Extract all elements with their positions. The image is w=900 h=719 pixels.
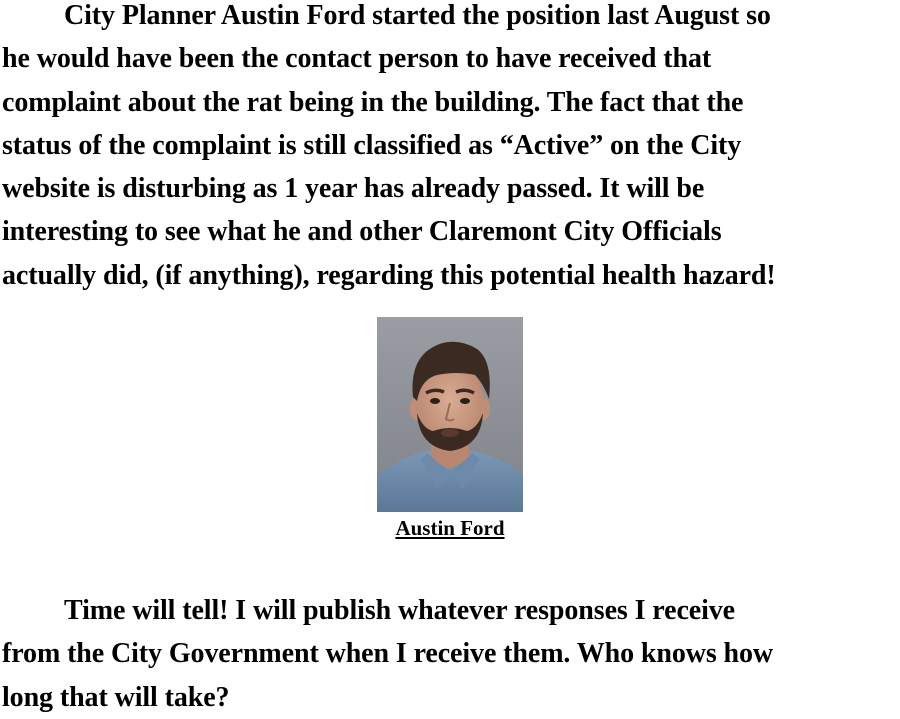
text-line: complaint about the rat being in the building. The fact that the <box>2 86 744 118</box>
text-line: from the City Government when I receive them. Who knows how <box>2 638 774 670</box>
text-line: long that will take? <box>2 681 230 713</box>
text-line: he would have been the contact person to have received that <box>2 43 712 75</box>
paragraph-closing <box>2 589 898 719</box>
portrait-photo <box>377 317 523 512</box>
text-line: actually did, (if anything), regarding this potential health hazard! <box>2 259 776 291</box>
text-line: City Planner Austin Ford started the position last August so <box>64 0 771 31</box>
text-line: status of the complaint is still classified as “Active” on the City <box>2 129 742 161</box>
text-line: interesting to see what he and other Claremont City Officials <box>2 216 722 248</box>
text-line: website is disturbing as 1 year has already passed. It will be <box>2 173 705 205</box>
paragraph-intro <box>2 0 898 297</box>
photo-caption: Austin Ford <box>395 516 505 540</box>
text-line: Time will tell! I will publish whatever responses I receive <box>64 595 736 626</box>
